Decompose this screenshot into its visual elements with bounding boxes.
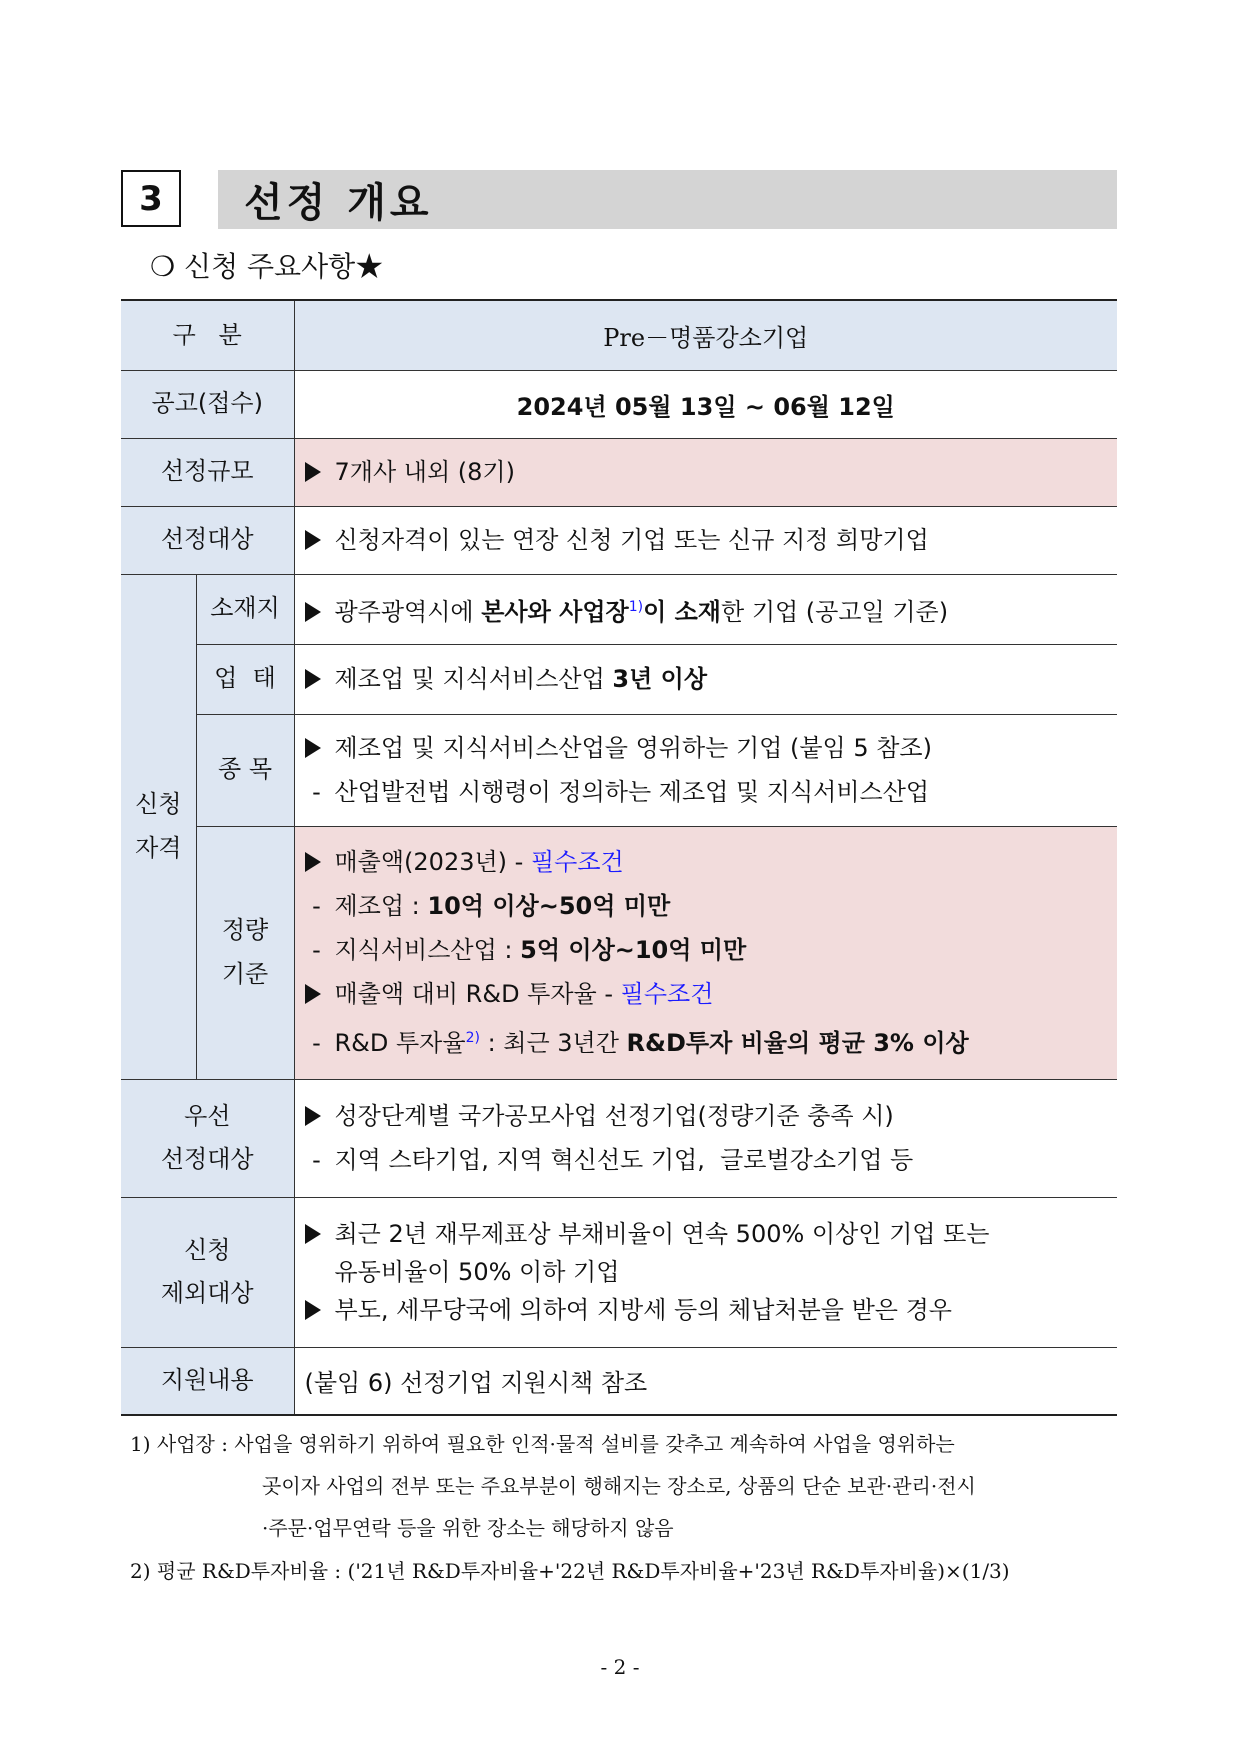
table-row [121,438,1117,506]
business-bold: 3년 이상 [612,665,708,693]
exclusion-line: 유동비율이 50% 이하 기업 [334,1258,620,1286]
target-label: 선정대상 [121,506,294,574]
table-row: 정량 기준 매출액(2023년) - 필수조건 - 제조업 : 10억 이상~50억 미만 - 지식서비스산업 : 5억 이상~10억 미만 매출액 대비 R&D 투자율 - 필수조건 - R&D 투자율$^{2)}$ : 최근 3년간 R&D투자 비율의 평균 3% 이상 [121,826,1117,1079]
table-row [121,300,1117,370]
support-label: 지원내용 [121,1347,294,1415]
footnote-1: ·주문·업무연락 등을 위한 장소는 해당하지 않음 [262,1516,674,1540]
quant-label-line: 정량 [221,916,269,945]
exclusion-label-line: 제외대상 [160,1279,254,1307]
priority-label [121,1079,294,1197]
triangle-bullet-icon [305,1300,321,1320]
priority-label-line: 선정대상 [160,1145,254,1173]
footnote-1: 1) 사업장 : 사업을 영위하기 위하여 필요한 인적·물적 설비를 갖추고 계속하여 사업을 영위하는 [130,1432,955,1456]
support-value: (붙임 6) 선정기업 지원시책 참조 [294,1347,1117,1415]
eligibility-label-line: 자격 [135,833,182,862]
exclusion-line: 최근 2년 재무제표상 부채비율이 연속 500% 이상인 기업 또는 [334,1220,990,1248]
priority-line: 성장단계별 국가공모사업 선정기업(정량기준 충족 시) [334,1102,894,1130]
triangle-bullet-icon [305,738,321,758]
target-value: 신청자격이 있는 연장 신청 기업 또는 신규 지정 희망기업 [334,526,929,554]
knowledge-text: 지식서비스산업 : [334,936,521,964]
revenue-text: 매출액(2023년) - [334,848,531,876]
scale-label: 선정규모 [121,438,294,506]
section-title: 선정 개요 [218,170,1117,229]
location-label: 소재지 [196,574,294,644]
business-text: 제조업 및 지식서비스산업 [334,665,613,693]
required-tag: 필수조건 [530,848,624,876]
category-line: 제조업 및 지식서비스산업을 영위하는 기업 (붙임 5 참조) [334,734,932,762]
manufacturing-text: 제조업 : [334,892,428,920]
table-row: 종 목 제조업 및 지식서비스산업을 영위하는 기업 (붙임 5 참조) - 산업발전법 시행령이 정의하는 제조업 및 지식서비스산업 [121,714,1117,826]
subheading-text: 신청 주요사항★ [184,250,384,283]
required-tag: 필수조건 [620,980,714,1008]
subheading [150,245,383,285]
table-row [121,506,1117,574]
location-bold: 이 소재 [643,597,721,626]
footnote-ref: 1) [628,598,644,615]
priority-line: 지역 스타기업, 지역 혁신선도 기업, 글로벌강소기업 등 [334,1146,914,1174]
overview-table [121,299,1117,1416]
circle-bullet-icon: ❍ [150,250,176,283]
rd-text: 매출액 대비 R&D 투자율 - [334,980,621,1008]
footnote-1: 곳이자 사업의 전부 또는 주요부분이 행해지는 장소로, 상품의 단순 보관·관리·전시 [262,1474,976,1498]
triangle-bullet-icon [305,984,321,1004]
category-label: 종 목 [196,714,294,826]
rd-detail-bold: R&D투자 비율의 평균 3% 이상 [626,1029,969,1057]
eligibility-label [121,574,196,1079]
triangle-bullet-icon [305,602,321,622]
business-label: 업 태 [196,644,294,714]
exclusion-label [121,1197,294,1347]
notice-label: 공고(접수) [121,370,294,438]
location-text: 한 기업 (공고일 기준) [721,597,949,626]
rd-detail-text: : 최근 3년간 [479,1029,627,1057]
location-bold: 본사와 사업장 [481,597,629,626]
notice-period: 2024년 05월 13일 ~ 06월 12일 [294,370,1117,438]
exclusion-line: 부도, 세무당국에 의하여 지방세 등의 체납처분을 받은 경우 [334,1296,952,1324]
triangle-bullet-icon [305,669,321,689]
triangle-bullet-icon [305,1106,321,1126]
table-row: 우선 선정대상 성장단계별 국가공모사업 선정기업(정량기준 충족 시) - 지역 스타기업, 지역 혁신선도 기업, 글로벌강소기업 등 [121,1079,1117,1197]
table-row [121,644,1117,714]
table-row [121,370,1117,438]
scale-value: 7개사 내외 (8기) [334,458,515,486]
exclusion-label-line: 신청 [184,1235,231,1264]
triangle-bullet-icon [305,1224,321,1244]
eligibility-label-line: 신청 [135,790,182,819]
location-text: 광주광역시에 [334,597,482,626]
quant-label [196,826,294,1079]
triangle-bullet-icon [305,462,321,482]
table-row [121,574,1117,644]
header-value: Pre－명품강소기업 [294,300,1117,370]
table-row [121,1197,1117,1347]
triangle-bullet-icon [305,852,321,872]
section-number: 3 [121,170,181,227]
knowledge-range: 5억 이상~10억 미만 [520,936,747,964]
footnote-ref: 2) [465,1030,480,1046]
page-number: - 2 - [600,1655,640,1679]
triangle-bullet-icon [305,530,321,550]
header-label: 구 분 [121,300,294,370]
category-line: 산업발전법 시행령이 정의하는 제조업 및 지식서비스산업 [334,778,930,806]
table-row [121,1347,1117,1415]
manufacturing-range: 10억 이상~50억 미만 [427,892,671,920]
footnote-2: 2) 평균 R&D투자비율 : ('21년 R&D투자비율+'22년 R&D투자비율+'23년 R&D투자비율)×(1/3) [130,1559,1010,1583]
quant-label-line: 기준 [221,959,269,988]
rd-detail-text: R&D 투자율 [334,1029,466,1057]
priority-label-line: 우선 [184,1101,231,1130]
